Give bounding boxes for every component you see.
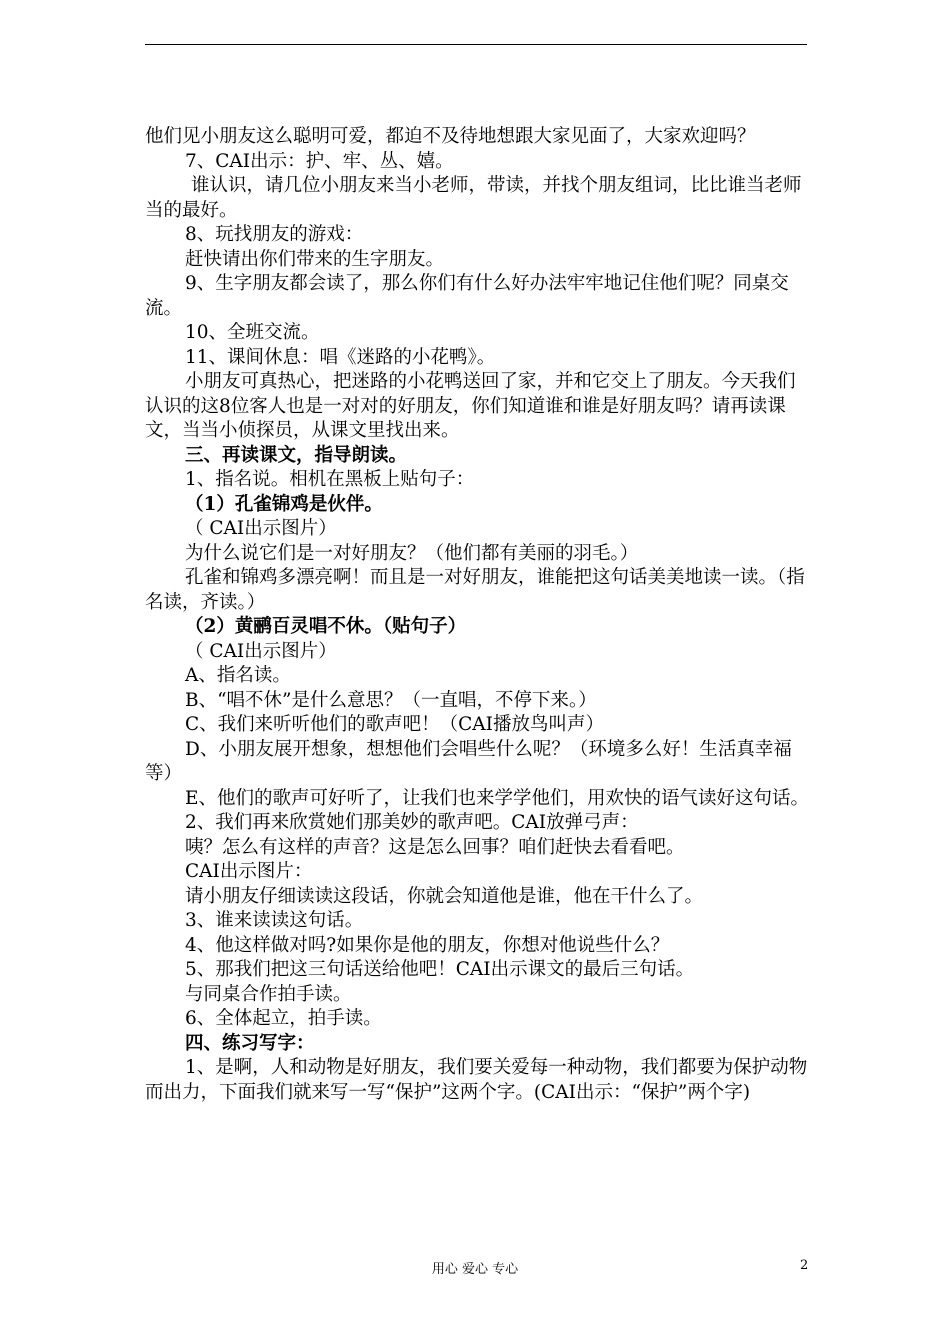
document-body <box>145 125 810 1105</box>
paragraph: 为什么说它们是一对好朋友？（他们都有美丽的羽毛。） <box>185 542 639 564</box>
paragraph: （ CAI出示图片） <box>185 640 337 662</box>
header-rule <box>145 44 807 45</box>
paragraph: 2、我们再来欣赏她们那美妙的歌声吧。CAI放弹弓声： <box>185 812 639 833</box>
paragraph: 请小朋友仔细读读这段话，你就会知道他是谁，他在干什么了。 <box>185 885 704 907</box>
paragraph: 3、谁来读读这句话。 <box>185 910 364 931</box>
paragraph: 1、指名说。相机在黑板上贴句子： <box>185 469 475 490</box>
paragraph: 孔雀和锦鸡多漂亮啊！而且是一对好朋友，谁能把这句话美美地读一读。（指名读，齐读。） <box>145 567 805 613</box>
paragraph: 与同桌合作拍手读。 <box>185 983 352 1005</box>
paragraph: 4、他这样做对吗?如果你是他的朋友，你想对他说些什么？ <box>185 934 670 956</box>
section-heading: 三、再读课文，指导朗读。 <box>185 444 408 466</box>
paragraph: A、指名读。 <box>185 665 291 686</box>
paragraph: 小朋友可真热心，把迷路的小花鸭送回了家，并和它交上了朋友。今天我们认识的这8位客人也是一对对的好朋友，你们知道谁和谁是好朋友吗？请再读课文，当当小侦探员，从课文里找出来。 <box>145 371 796 441</box>
paragraph: C、我们来听听他们的歌声吧！（CAI播放鸟叫声） <box>185 714 604 735</box>
paragraph: B、“唱不休”是什么意思？（一直唱，不停下来。） <box>185 689 597 711</box>
paragraph: CAI出示图片： <box>185 861 313 882</box>
section-heading: （2）黄鹂百灵唱不休。（贴句子） <box>185 616 467 637</box>
paragraph: （ CAI出示图片） <box>185 518 337 539</box>
paragraph: 咦？怎么有这样的声音？这是怎么回事？咱们赶快去看看吧。 <box>185 836 685 858</box>
footer-slogan: 用心 爱心 专心 <box>431 1262 519 1277</box>
paragraph: 赶快请出你们带来的生字朋友。 <box>185 248 445 270</box>
paragraph: 8、玩找朋友的游戏： <box>185 224 364 245</box>
paragraph: E、他们的歌声可好听了，让我们也来学学他们，用欢快的语气读好这句话。 <box>185 787 810 809</box>
paragraph: 6、全体起立，拍手读。 <box>185 1008 382 1029</box>
section-heading: （1）孔雀锦鸡是伙伴。 <box>185 493 383 515</box>
paragraph: 谁认识，请几位小朋友来当小老师，带读，并找个朋友组词，比比谁当老师当的最好。 <box>145 175 802 221</box>
paragraph: 11、课间休息：唱《迷路的小花鸭》。 <box>185 346 496 368</box>
section-heading: 四、练习写字： <box>185 1032 315 1054</box>
paragraph: 5、那我们把这三句话送给他吧！CAI出示课文的最后三句话。 <box>185 959 695 980</box>
page-number: 2 <box>800 1258 809 1273</box>
paragraph: 10、全班交流。 <box>185 322 320 343</box>
paragraph: D、小朋友展开想象，想想他们会唱些什么呢？（环境多么好！生活真幸福等） <box>145 738 792 784</box>
paragraph: 他们见小朋友这么聪明可爱，都迫不及待地想跟大家见面了，大家欢迎吗？ <box>145 126 756 147</box>
paragraph: 9、生字朋友都会读了，那么你们有什么好办法牢牢地记住他们呢？同桌交流。 <box>145 273 789 319</box>
paragraph: 7、CAI出示：护、牢、丛、嬉。 <box>185 150 454 172</box>
paragraph: 1、是啊，人和动物是好朋友，我们要关爱每一种动物，我们都要为保护动物而出力，下面我们就来写一写“保护”这两个字。(CAI出示：“保护”两个字) <box>145 1057 808 1103</box>
